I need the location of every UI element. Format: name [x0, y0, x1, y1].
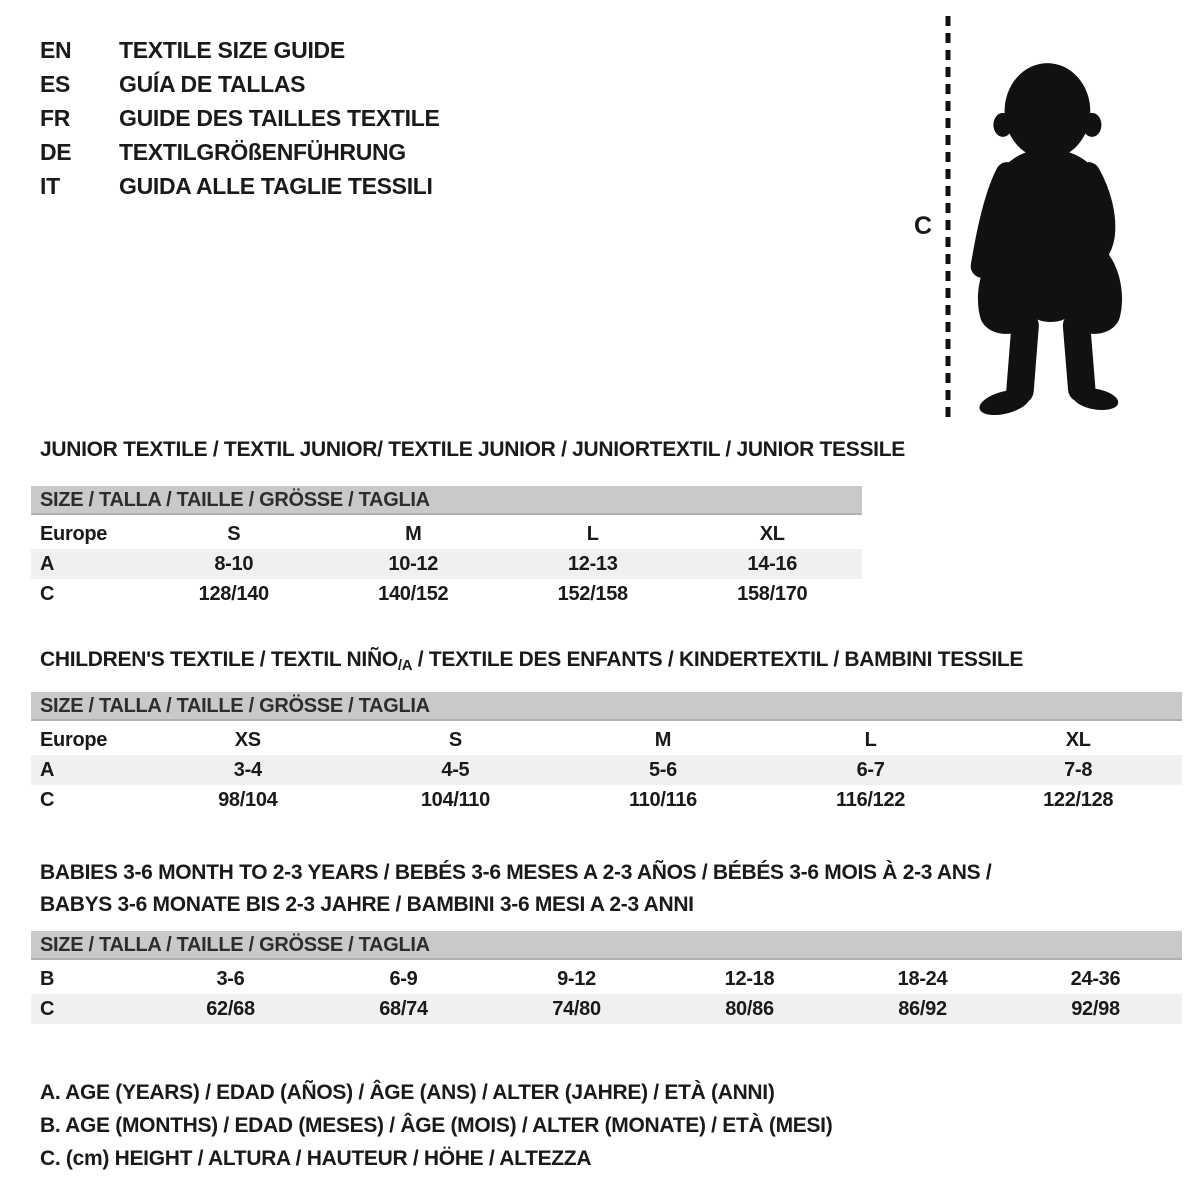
lang-code-it: IT	[40, 173, 60, 199]
size-header-bar	[31, 692, 1182, 721]
size-header-label: SIZE / TALLA / TAILLE / GRÖSSE / TAGLIA	[40, 489, 430, 511]
row-label: Europe	[40, 729, 108, 751]
row-label: B	[40, 968, 55, 990]
children-title-sub: /A	[397, 657, 413, 674]
table-cell: 128/140	[198, 583, 269, 605]
table-cell: 10-12	[388, 553, 439, 575]
table-cell: XL	[759, 523, 785, 545]
table-cell: 12-18	[724, 968, 775, 990]
row-label: Europe	[40, 523, 108, 545]
table-cell: 74/80	[552, 998, 601, 1020]
table-row	[31, 964, 1182, 994]
table-cell: M	[654, 729, 672, 751]
lang-title-es: GUÍA DE TALLAS	[119, 71, 306, 97]
table-cell: 4-5	[441, 759, 470, 781]
height-dashed-line	[944, 16, 952, 418]
lang-code-en: EN	[40, 37, 72, 63]
table-cell: 116/122	[836, 789, 906, 811]
table-cell: 3-6	[216, 968, 245, 990]
children-title-rest: / TEXTILE DES ENFANTS / KINDERTEXTIL / BAMBINI TESSILE	[412, 648, 1024, 671]
table-cell: 80/86	[725, 998, 774, 1020]
table-cell: 6-9	[389, 968, 418, 990]
babies-title-line2: BABYS 3-6 MONATE BIS 2-3 JAHRE / BAMBINI 3-6 MESI A 2-3 ANNI	[40, 893, 694, 916]
children-section-title	[40, 648, 1023, 677]
table-cell: 86/92	[898, 998, 947, 1020]
table-cell: S	[448, 729, 462, 751]
size-header-bar	[31, 931, 1182, 960]
lang-code-es: ES	[40, 71, 71, 97]
babies-title-line1: BABIES 3-6 MONTH TO 2-3 YEARS / BEBÉS 3-6 MESES A 2-3 AÑOS / BÉBÉS 3-6 MOIS À 2-3 ANS /	[40, 861, 992, 884]
lang-row-it	[40, 169, 440, 203]
table-cell: L	[864, 729, 877, 751]
lang-title-fr: GUIDE DES TAILLES TEXTILE	[119, 105, 440, 131]
table-cell: 122/128	[1043, 789, 1114, 811]
table-cell: 8-10	[214, 553, 254, 575]
lang-title-it: GUIDA ALLE TAGLIE TESSILI	[119, 173, 433, 199]
table-row	[31, 725, 1182, 755]
row-label: C	[40, 583, 55, 605]
size-header-bar	[31, 486, 862, 515]
row-label: A	[40, 553, 55, 575]
footnote-b: B. AGE (MONTHS) / EDAD (MESES) / ÂGE (MOIS) / ALTER (MONATE) / ETÀ (MESI)	[40, 1114, 833, 1137]
footnote-c: C. (cm) HEIGHT / ALTURA / HAUTEUR / HÖHE / ALTEZZA	[40, 1147, 592, 1170]
table-cell: 5-6	[648, 759, 677, 781]
footnote-a: A. AGE (YEARS) / EDAD (AÑOS) / ÂGE (ANS) / ALTER (JAHRE) / ETÀ (ANNI)	[40, 1081, 775, 1104]
table-cell: 24-36	[1070, 968, 1121, 990]
lang-title-de: TEXTILGRÖßENFÜHRUNG	[119, 139, 406, 165]
lang-row-en	[40, 33, 440, 67]
table-cell: XL	[1065, 729, 1091, 751]
lang-code-de: DE	[40, 139, 72, 165]
table-cell: 9-12	[557, 968, 596, 990]
table-cell: XS	[234, 729, 261, 751]
junior-size-table	[31, 486, 862, 609]
size-header-label: SIZE / TALLA / TAILLE / GRÖSSE / TAGLIA	[40, 934, 430, 956]
table-cell: 62/68	[206, 998, 255, 1020]
size-header-label: SIZE / TALLA / TAILLE / GRÖSSE / TAGLIA	[40, 695, 430, 717]
footnote-legend	[40, 1076, 832, 1175]
table-cell: 92/98	[1071, 998, 1120, 1020]
table-cell: 152/158	[557, 583, 628, 605]
babies-size-table	[31, 931, 1182, 1024]
children-title-main: CHILDREN'S TEXTILE / TEXTIL NIÑO	[40, 648, 398, 671]
babies-section-title	[40, 857, 991, 921]
table-cell: L	[586, 523, 599, 545]
table-cell: 68/74	[379, 998, 428, 1020]
row-label: A	[40, 759, 55, 781]
table-row	[31, 755, 1182, 785]
table-cell: 14-16	[747, 553, 798, 575]
table-cell: 110/116	[628, 789, 697, 811]
lang-title-en: TEXTILE SIZE GUIDE	[119, 37, 345, 63]
children-size-table	[31, 692, 1182, 815]
table-cell: 6-7	[856, 759, 885, 781]
table-cell: 98/104	[218, 789, 278, 811]
table-row	[31, 785, 1182, 815]
table-cell: 3-4	[233, 759, 262, 781]
height-measure-label: C	[914, 212, 932, 240]
row-label: C	[40, 998, 55, 1020]
table-row	[31, 549, 862, 579]
table-cell: 158/170	[737, 583, 808, 605]
table-row	[31, 994, 1182, 1024]
language-title-list	[40, 33, 440, 203]
lang-row-es	[40, 67, 440, 101]
lang-row-de	[40, 135, 440, 169]
table-row	[31, 519, 862, 549]
table-cell: 12-13	[567, 553, 618, 575]
table-cell: 104/110	[420, 789, 490, 811]
toddler-silhouette-icon	[960, 14, 1140, 418]
junior-section-title: JUNIOR TEXTILE / TEXTIL JUNIOR/ TEXTILE JUNIOR / JUNIORTEXTIL / JUNIOR TESSILE	[40, 438, 905, 461]
table-cell: M	[405, 523, 422, 545]
lang-code-fr: FR	[40, 105, 71, 131]
table-cell: 7-8	[1064, 759, 1093, 781]
row-label: C	[40, 789, 55, 811]
table-cell: 18-24	[897, 968, 948, 990]
table-row	[31, 579, 862, 609]
lang-row-fr	[40, 101, 440, 135]
table-cell: S	[227, 523, 241, 545]
table-cell: 140/152	[378, 583, 449, 605]
